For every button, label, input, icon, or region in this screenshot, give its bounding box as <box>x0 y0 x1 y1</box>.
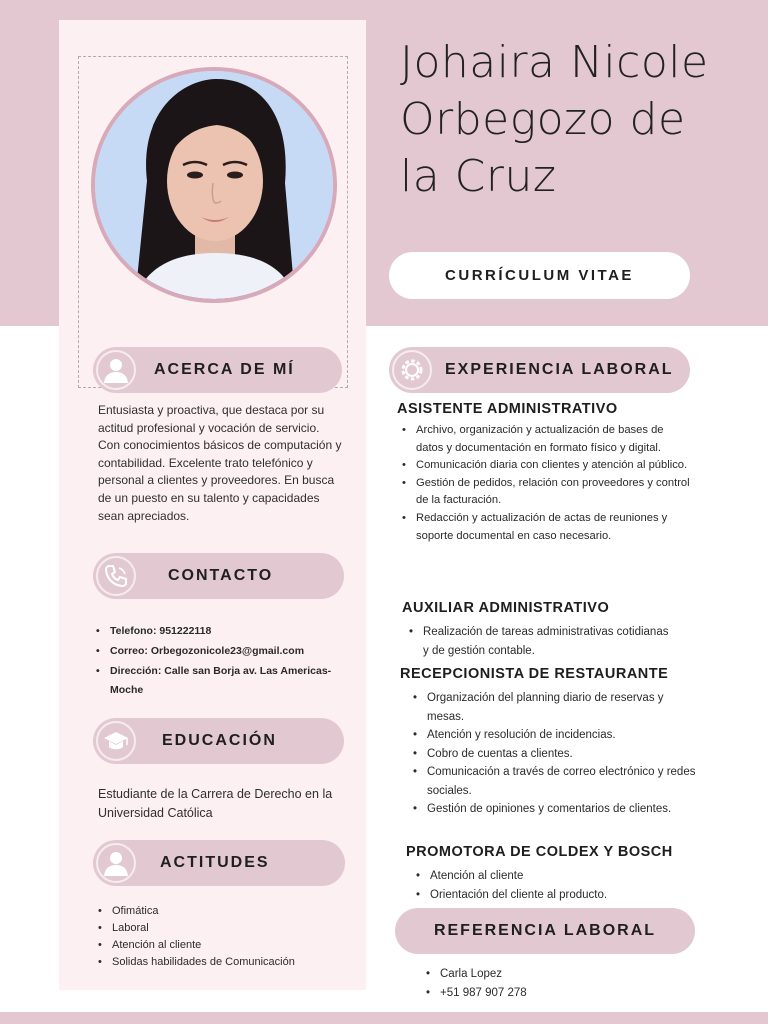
job-duty: • Atención y resolución de incidencias. <box>411 726 696 745</box>
reference-header <box>395 908 695 954</box>
job-duties <box>411 689 696 819</box>
attitude-item: • Solidas habilidades de Comunicación <box>96 954 336 971</box>
attitude-item: • Ofimática <box>96 903 336 920</box>
job-title: ASISTENTE ADMINISTRATIVO <box>397 401 618 417</box>
job-duty: • Comunicación a través de correo electrónico y redes sociales. <box>411 763 696 800</box>
user-icon <box>96 843 136 883</box>
attitudes-header <box>93 840 345 886</box>
experience-title: EXPERIENCIA LABORAL <box>445 361 674 378</box>
education-header <box>93 718 344 764</box>
job-duties <box>400 422 690 545</box>
job-duty: • Realización de tareas administrativas cotidianas y de gestión contable. <box>407 623 677 661</box>
phone-icon <box>96 556 136 596</box>
job-duty: • Cobro de cuentas a clientes. <box>411 745 696 764</box>
job-duties <box>414 867 684 904</box>
about-header <box>93 347 342 393</box>
contact-phone: • Telefono: 951222118 <box>94 622 344 642</box>
job-duty: • Gestión de pedidos, relación con proveedores y control de la facturación. <box>400 475 690 510</box>
about-title: ACERCA DE MÍ <box>154 361 295 378</box>
full-name: Johaira Nicole Orbegozo de la Cruz <box>400 37 709 202</box>
reference-list <box>424 965 624 1003</box>
job-duty: • Atención al cliente <box>414 867 684 886</box>
job-title: PROMOTORA DE COLDEX Y BOSCH <box>406 844 673 860</box>
job-duty: • Archivo, organización y actualización de bases de datos y documentación en formato físico y digital. <box>400 422 690 457</box>
job-title: RECEPCIONISTA DE RESTAURANTE <box>400 666 669 682</box>
attitudes-list <box>96 903 336 971</box>
job-duty: • Organización del planning diario de reservas y mesas. <box>411 689 696 726</box>
profile-photo <box>91 67 337 303</box>
job-duty: • Orientación del cliente al producto. <box>414 886 684 905</box>
job-duty: • Redacción y actualización de actas de reuniones y soporte documental en caso necesario. <box>400 510 690 545</box>
contact-address: • Dirección: Calle san Borja av. Las Americas-Moche <box>94 662 344 702</box>
education-text: Estudiante de la Carrera de Derecho en la Universidad Católica <box>98 787 333 820</box>
contact-email: • Correo: Orbegozonicole23@gmail.com <box>94 642 344 662</box>
job-title: AUXILIAR ADMINISTRATIVO <box>402 600 610 616</box>
job-duty: • Gestión de opiniones y comentarios de clientes. <box>411 800 696 819</box>
attitude-item: • Atención al cliente <box>96 937 336 954</box>
profile-photo-illustration <box>95 71 333 299</box>
reference-title: REFERENCIA LABORAL <box>433 922 657 939</box>
job-duty: • Comunicación diaria con clientes y atención al público. <box>400 457 690 475</box>
contact-header <box>93 553 344 599</box>
about-text: Entusiasta y proactiva, que destaca por su actitud profesional y vocación de servicio. Con conocimientos básicos de computación y contabilidad. Excelente trato telefónico y personal a clientes y proveedores. En busca de un puesto en su talento y capacidades sean apreciados. <box>98 403 342 523</box>
experience-header <box>389 347 690 393</box>
education-title: EDUCACIÓN <box>162 732 277 749</box>
attitudes-title: ACTITUDES <box>160 854 270 871</box>
attitude-item: • Laboral <box>96 920 336 937</box>
job-duties <box>407 623 677 661</box>
reference-name: • Carla Lopez <box>424 965 624 984</box>
graduation-cap-icon <box>96 721 136 761</box>
cv-title-badge: CURRÍCULUM VITAE <box>389 252 690 299</box>
gear-icon <box>392 350 432 390</box>
contact-list <box>94 622 344 701</box>
user-icon <box>96 350 136 390</box>
footer-band <box>0 1012 768 1024</box>
contact-title: CONTACTO <box>168 567 274 584</box>
reference-phone: • +51 987 907 278 <box>424 984 624 1003</box>
